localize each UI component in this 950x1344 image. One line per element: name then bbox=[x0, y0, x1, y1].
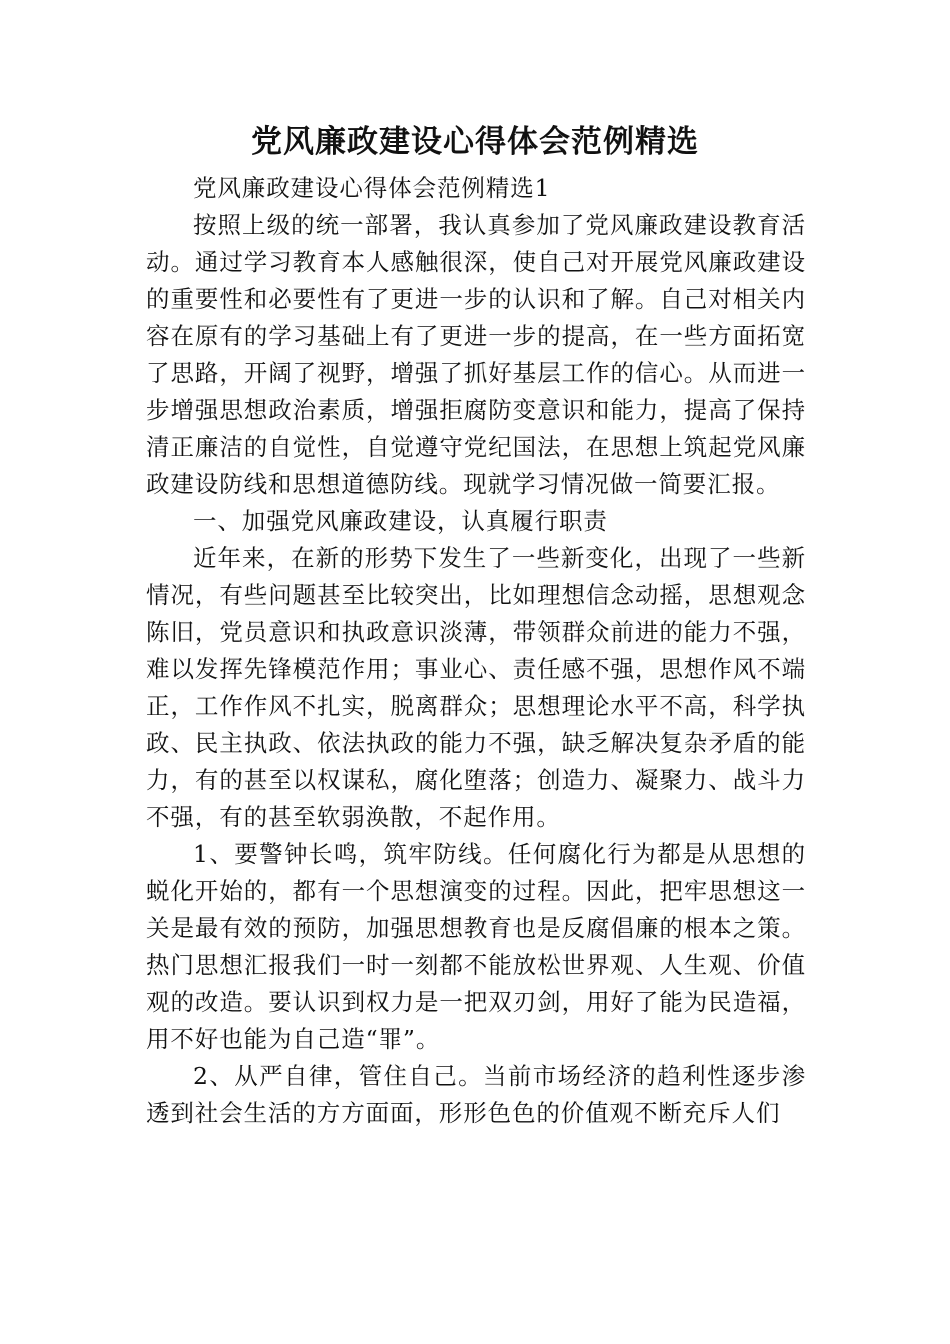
section-subtitle: 党风廉政建设心得体会范例精选1 bbox=[193, 174, 551, 202]
section-heading: 一、加强党风廉政建设，认真履行职责 bbox=[193, 507, 608, 535]
document-title: 党风廉政建设心得体会范例精选 bbox=[251, 124, 699, 160]
body-paragraph: 近年来，在新的形势下发生了一些新变化，出现了一些新情况，有些问题甚至比较突出，比如理想信念动摇，思想观念陈旧，党员意识和执政意识淡薄，带领群众前进的能力不强，难以发挥先锋模范作用；事业心、责任感不强，思想作风不端正，工作作风不扎实，脱离群众；思想理论水平不高，科学执政、民主执政、依法执政的能力不强，缺乏解决复杂矛盾的能力，有的甚至以权谋私，腐化堕落；创造力、凝聚力、战斗力不强，有的甚至软弱涣散，不起作用。 bbox=[146, 544, 806, 831]
point-paragraph-2: 2、从严自律，管住自己。当前市场经济的趋利性逐步渗透到社会生活的方方面面，形形色色的价值观不断充斥人们 bbox=[146, 1062, 806, 1127]
point-paragraph-1: 1、要警钟长鸣，筑牢防线。任何腐化行为都是从思想的蜕化开始的，都有一个思想演变的过程。因此，把牢思想这一关是最有效的预防，加强思想教育也是反腐倡廉的根本之策。热门思想汇报我们一时一刻都不能放松世界观、人生观、价值观的改造。要认识到权力是一把双刃剑，用好了能为民造福，用不好也能为自己造“罪”。 bbox=[146, 840, 806, 1053]
document-body bbox=[146, 170, 806, 1132]
intro-paragraph: 按照上级的统一部署，我认真参加了党风廉政建设教育活动。通过学习教育本人感触很深，使自己对开展党风廉政建设的重要性和必要性有了更进一步的认识和了解。自己对相关内容在原有的学习基础上有了更进一步的提高，在一些方面拓宽了思路，开阔了视野，增强了抓好基层工作的信心。从而进一步增强思想政治素质，增强拒腐防变意识和能力，提高了保持清正廉洁的自觉性，自觉遵守党纪国法，在思想上筑起党风廉政建设防线和思想道德防线。现就学习情况做一简要汇报。 bbox=[146, 211, 806, 498]
